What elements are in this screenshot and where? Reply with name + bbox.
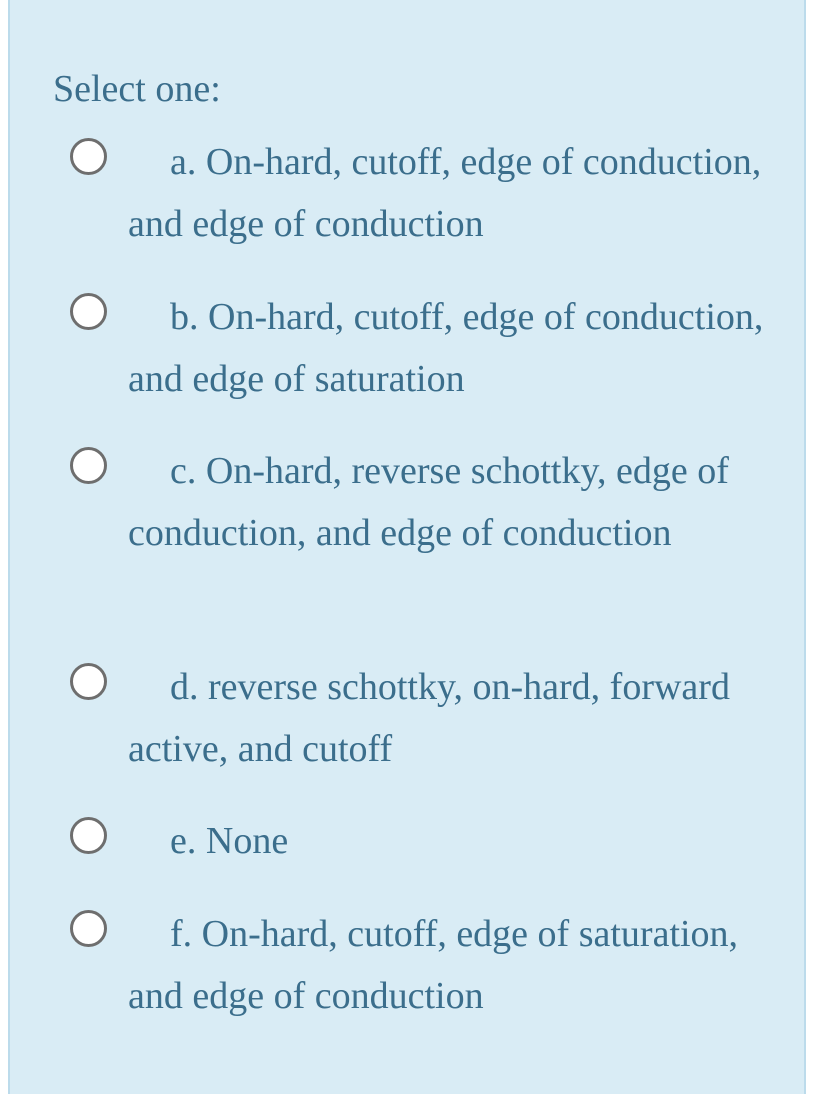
option-e-label: None — [205, 820, 289, 862]
radio-button-d[interactable] — [70, 663, 107, 700]
radio-button-e[interactable] — [70, 817, 107, 854]
option-b-text — [128, 286, 768, 410]
option-c-label: On-hard, reverse schottky, edge of conduction, and edge of conduction — [128, 450, 729, 554]
option-d-letter: d. — [170, 666, 199, 708]
radio-button-a[interactable] — [70, 138, 107, 175]
question-panel — [8, 0, 806, 1094]
option-a-label: On-hard, cutoff, edge of conduction, and edge of conduction — [128, 141, 762, 245]
option-c-letter: c. — [170, 450, 197, 492]
option-b-letter: b. — [170, 296, 199, 338]
radio-button-f[interactable] — [70, 910, 107, 947]
option-a-letter: a. — [170, 141, 197, 183]
option-f-letter: f. — [170, 913, 193, 955]
radio-button-b[interactable] — [70, 293, 107, 330]
option-d-text — [128, 656, 768, 780]
radio-button-c[interactable] — [70, 447, 107, 484]
select-one-prompt: Select one: — [53, 68, 221, 110]
option-e-letter: e. — [170, 820, 197, 862]
option-b-label: On-hard, cutoff, edge of conduction, and edge of saturation — [128, 296, 764, 400]
option-f-text — [128, 903, 768, 1027]
option-d-label: reverse schottky, on-hard, forward active, and cutoff — [128, 666, 730, 770]
option-c-text — [128, 440, 768, 564]
option-e-text — [128, 810, 768, 872]
option-a-text — [128, 131, 768, 255]
option-f-label: On-hard, cutoff, edge of saturation, and edge of conduction — [128, 913, 739, 1017]
